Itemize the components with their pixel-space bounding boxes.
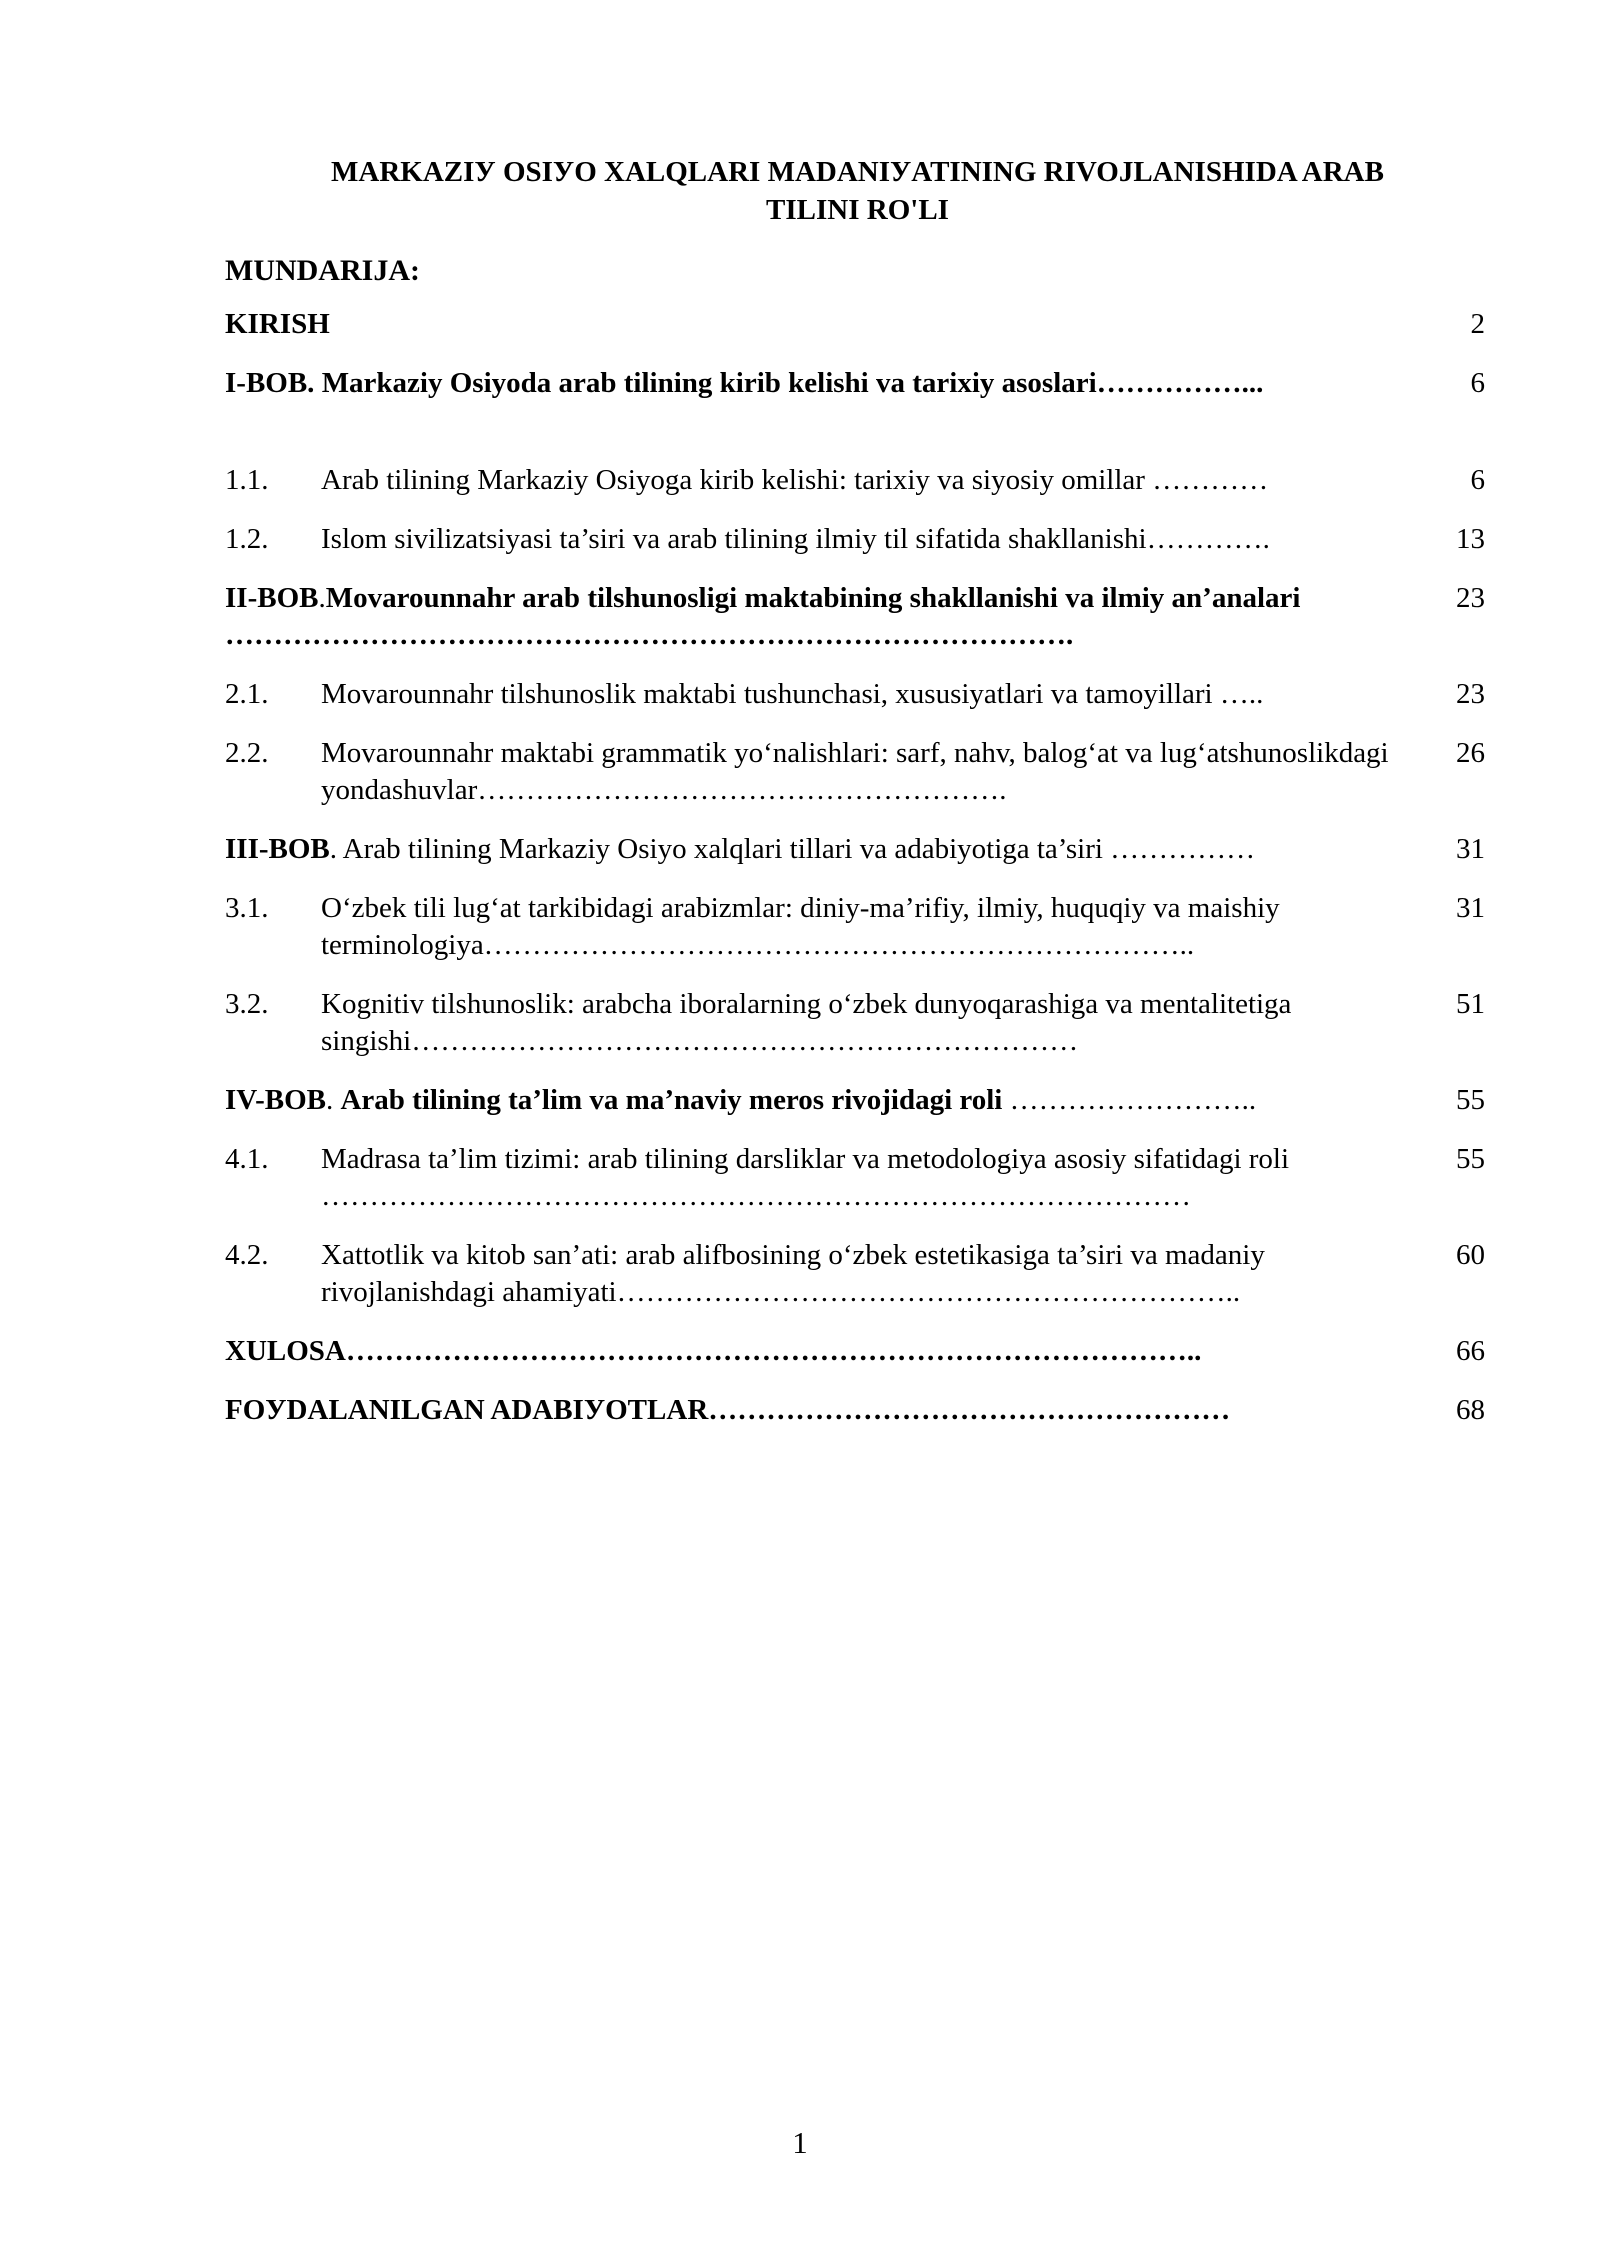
contents-heading: MUNDARIJA: bbox=[225, 254, 420, 287]
toc-page-number: 66 bbox=[1456, 1335, 1485, 1367]
chapter-separator: . bbox=[318, 582, 326, 614]
section-number: 2.2. bbox=[225, 737, 269, 769]
toc-page-number: 68 bbox=[1456, 1394, 1485, 1426]
toc-page-number: 26 bbox=[1456, 737, 1485, 769]
document-title bbox=[250, 153, 1465, 229]
document-title-line-1: MARKAZIУ OSIУO XALQLARI MADANIУATINING RIVOJLANISHIDA ARAB bbox=[331, 156, 1384, 188]
toc-entry-title bbox=[225, 1082, 1390, 1119]
toc-entry-title: Xattotlik va kitob san’ati: arab alifbosining o‘zbek estetikasiga ta’siri va madaniy rivojlanishdagi ahamiyati……………………………………………………….. bbox=[321, 1239, 1265, 1308]
toc-page-number: 31 bbox=[1456, 892, 1485, 924]
chapter-separator: . bbox=[325, 1084, 341, 1116]
section-number: 1.1. bbox=[225, 464, 269, 496]
toc-entry-title: Movarounnahr tilshunoslik maktabi tushunchasi, xususiyatlari va tamoyillari ….. bbox=[321, 678, 1264, 710]
toc-entry-title: FOУDALANILGAN ADABIУOTLAR……………………………………………… bbox=[225, 1394, 1231, 1426]
toc-entry-title: O‘zbek tili lug‘at tarkibidagi arabizmlar: diniy-ma’rifiy, ilmiy, huquqiy va maishiy terminologiya……………………………………………………………….. bbox=[321, 892, 1280, 961]
section-number: 3.2. bbox=[225, 988, 269, 1020]
toc-page-number: 23 bbox=[1456, 678, 1485, 710]
section-number: 2.1. bbox=[225, 678, 269, 710]
toc-page-number: 31 bbox=[1456, 833, 1485, 865]
toc-page-number: 55 bbox=[1456, 1084, 1485, 1116]
toc-entry-title bbox=[225, 580, 1390, 654]
section-number: 4.1. bbox=[225, 1143, 269, 1175]
chapter-prefix: III-BOB bbox=[225, 833, 330, 865]
page-number: 1 bbox=[792, 2125, 808, 2160]
toc-page-number: 51 bbox=[1456, 988, 1485, 1020]
toc-entry-title: Madrasa ta’lim tizimi: arab tilining darsliklar va metodologiya asosiy sifatidagi roli ……………………………………………………………………………… bbox=[321, 1143, 1290, 1212]
chapter-title: Arab tilining ta’lim va ma’naviy meros rivojidagi roli bbox=[340, 1084, 1003, 1116]
toc-entry-title: XULOSA…………………………………………………………………………….. bbox=[225, 1335, 1202, 1367]
toc-page-number: 6 bbox=[1470, 367, 1485, 399]
toc-page-number: 60 bbox=[1456, 1239, 1485, 1271]
toc-page-number: 2 bbox=[1470, 308, 1485, 340]
toc-entry-title bbox=[225, 831, 1390, 868]
section-number: 3.1. bbox=[225, 892, 269, 924]
chapter-title: Markaziy Osiyoda arab tilining kirib kelishi va tarixiy asoslari……………... bbox=[321, 367, 1264, 399]
document-title-line-2: TILINI RO'LI bbox=[766, 194, 949, 226]
toc-entry-title: KIRISH bbox=[225, 308, 330, 340]
toc-entry-title: Kognitiv tilshunoslik: arabcha iboralarning o‘zbek dunyoqarashiga va mentalitetiga singishi…………………………………………………………… bbox=[321, 988, 1292, 1057]
section-number: 4.2. bbox=[225, 1239, 269, 1271]
toc-page-number: 55 bbox=[1456, 1143, 1485, 1175]
toc-page-number: 13 bbox=[1456, 523, 1485, 555]
chapter-prefix: II-BOB bbox=[225, 582, 319, 614]
toc-page-number: 23 bbox=[1456, 582, 1485, 614]
chapter-prefix: IV-BOB bbox=[225, 1084, 326, 1116]
chapter-prefix: I-BOB. bbox=[225, 367, 322, 399]
toc-page-number: 6 bbox=[1470, 464, 1485, 496]
chapter-title: Movarounnahr arab tilshunosligi maktabining shakllanishi va ilmiy an’analari ……………………………………………………………………………. bbox=[225, 582, 1301, 651]
toc-entry-title: Arab tilining Markaziy Osiyoga kirib kelishi: tarixiy va siyosiy omillar ………… bbox=[321, 464, 1269, 496]
chapter-leader-dots: …………………….. bbox=[1002, 1084, 1257, 1116]
toc-entry-title: Islom sivilizatsiyasi ta’siri va arab tilining ilmiy til sifatida shakllanishi…………. bbox=[321, 523, 1270, 555]
toc-entry-title bbox=[225, 365, 1390, 402]
toc-entry-title: Movarounnahr maktabi grammatik yo‘nalishlari: sarf, nahv, balog‘at va lug‘atshunoslikdagi yondashuvlar………………………………………………. bbox=[321, 737, 1389, 806]
section-number: 1.2. bbox=[225, 523, 269, 555]
chapter-title: . Arab tilining Markaziy Osiyo xalqlari tillari va adabiyotiga ta’siri …………… bbox=[329, 833, 1256, 865]
